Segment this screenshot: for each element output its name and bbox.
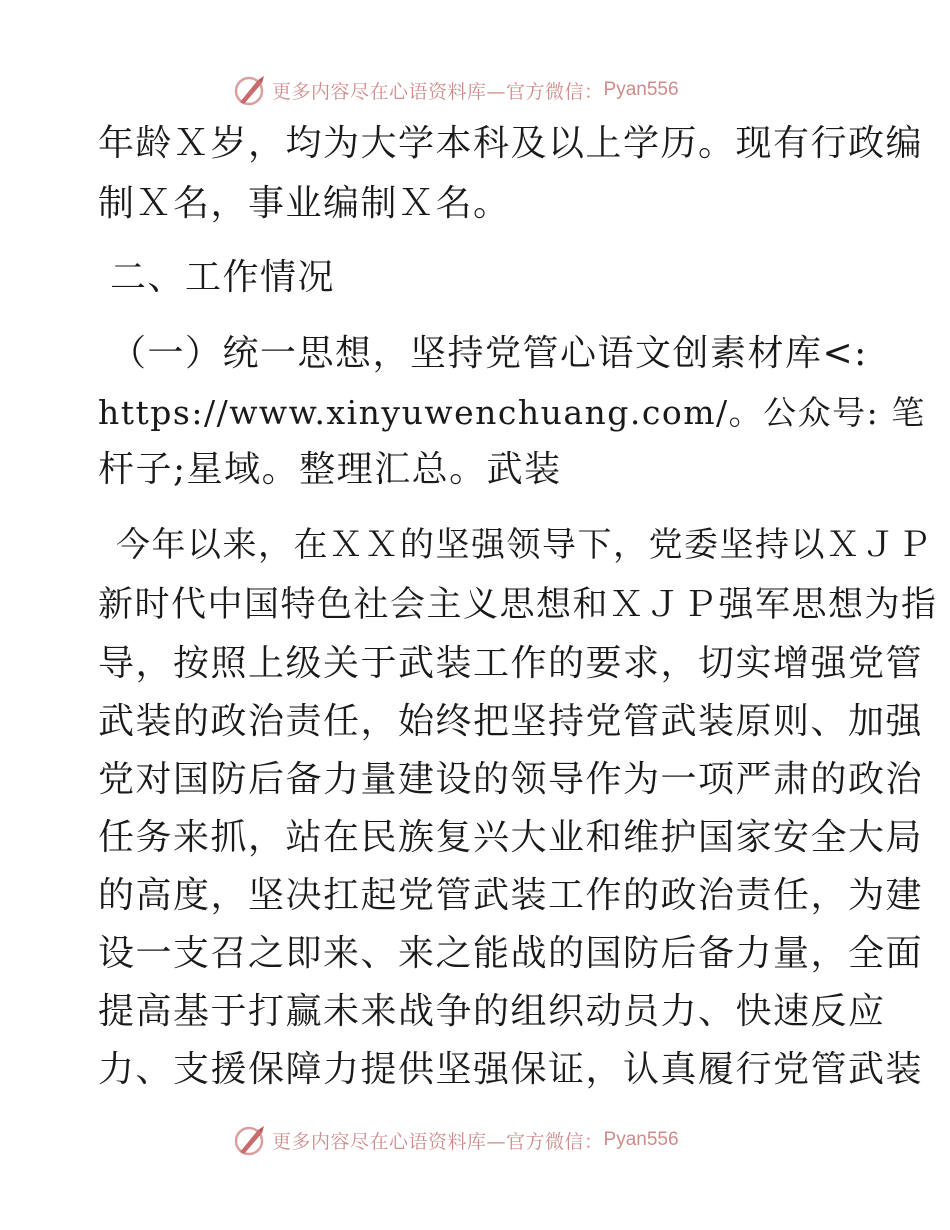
paragraph-line-9: 提高基于打赢未来战争的组织动员力、快速反应 [98,991,886,1032]
subsection-heading: （一）统一思想，坚持党管心语文创素材库<: [110,333,868,374]
quill-pen-logo-icon [232,72,268,108]
body-line-2: 制Ｘ名，事业编制Ｘ名。 [98,183,511,224]
paragraph-line-1: 今年以来，在ＸＸ的坚强领导下，党委坚持以ＸＪＰ [116,525,933,565]
banner-text: 更多内容尽在心语资料库—官方微信： [272,1130,604,1153]
body-line-1: 年龄Ｘ岁，均为大学本科及以上学历。现有行政编 [98,123,924,164]
paragraph-line-8: 设一支召之即来、来之能战的国防后备力量，全面 [98,933,924,974]
paragraph-line-5: 党对国防后备力量建设的领导作为一项严肃的政治 [98,759,924,800]
body-line-6: 杆子;星域。整理汇总。武装 [98,449,562,490]
banner-wechat-id: Pyan556 [603,79,679,100]
quill-pen-logo-icon [232,1122,268,1158]
footer-watermark-banner [232,1120,679,1160]
banner-wechat-id: Pyan556 [603,1129,679,1150]
paragraph-line-6: 任务来抓，站在民族复兴大业和维护国家安全大局 [98,817,924,858]
header-watermark-banner [232,70,679,110]
body-line-url: https://www.xinyuwenchuang.com/。公众号: 笔 [98,393,926,432]
paragraph-line-7: 的高度，坚决扛起党管武装工作的政治责任，为建 [98,875,924,916]
paragraph-line-4: 武装的政治责任，始终把坚持党管武装原则、加强 [98,701,924,742]
paragraph-line-3: 导，按照上级关于武装工作的要求，切实增强党管 [98,643,924,684]
banner-text: 更多内容尽在心语资料库—官方微信： [272,80,604,103]
paragraph-line-2: 新时代中国特色社会主义思想和ＸＪＰ强军思想为指 [98,585,938,625]
paragraph-line-10: 力、支援保障力提供坚强保证，认真履行党管武装 [98,1049,924,1090]
section-heading: 二、工作情况 [110,257,336,298]
